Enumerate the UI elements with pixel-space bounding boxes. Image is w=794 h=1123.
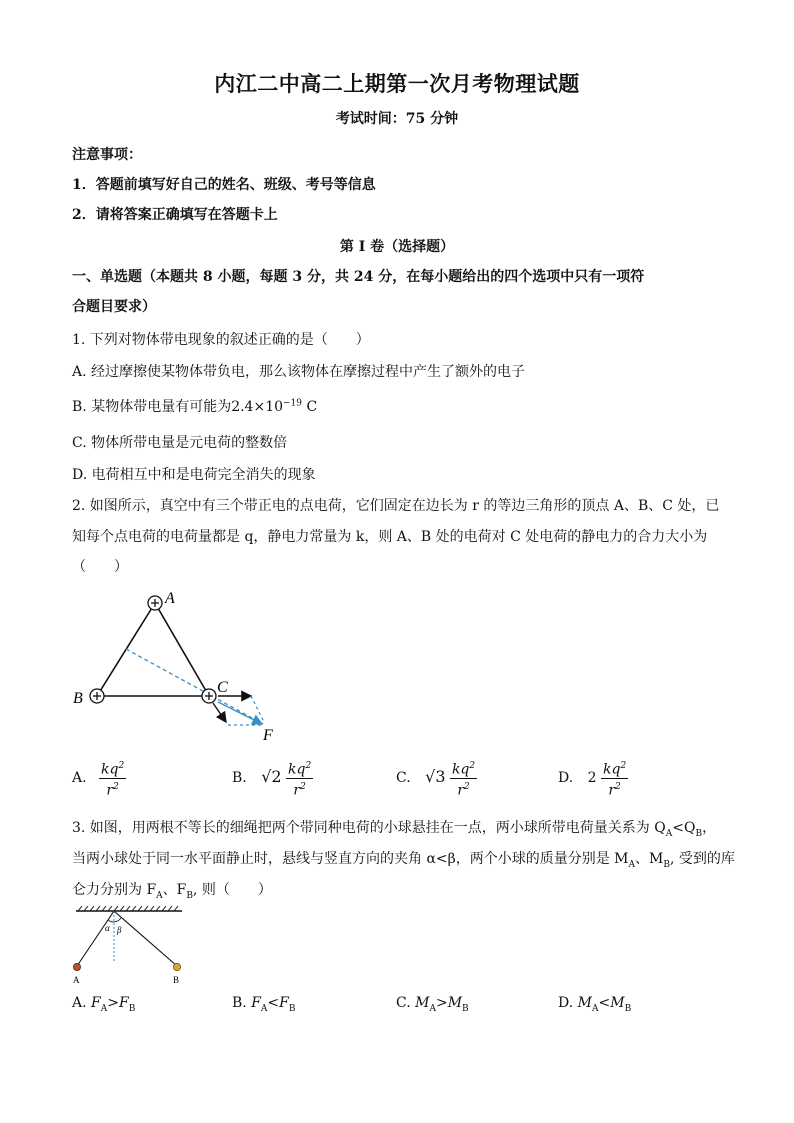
q1-option-a: A. 经过摩擦使某物体带负电，那么该物体在摩擦过程中产生了额外的电子 (72, 364, 526, 380)
q2-option-d-coef: 2 (587, 770, 597, 787)
q2-option-b-fraction: $\frac{kq^2}{r^2}$ (286, 758, 313, 798)
charge-b (90, 689, 104, 703)
label-a: A (165, 590, 175, 607)
page-title: 内江二中高二上期第一次月考物理试题 (214, 71, 580, 96)
q3-stem-line2: 当两小球处于同一水平面静止时，悬线与竖直方向的夹角 α<β，两个小球的质量分别是 $M_A$、$M_B$, 受到的库 (72, 851, 735, 870)
force-from-a-arrow (213, 703, 226, 722)
section-heading-line1: 一、单选题（本题共 8 小题，每题 3 分，共 24 分，在每小题给出的四个选项中只有一项符 (72, 269, 645, 285)
q3-option-b: B. $F_A<F_B$ (232, 995, 296, 1014)
label-beta: β (117, 925, 122, 935)
q2-triangle-figure (68, 585, 298, 745)
q3-pendulum-figure (70, 905, 200, 987)
label-ball-b: B (173, 975, 180, 985)
angle-beta-arc (114, 918, 121, 922)
notice-heading: 注意事项： (72, 147, 142, 163)
q2-option-d-fraction: $\frac{kq^2}{r^2}$ (601, 758, 628, 798)
q3-stem-line1: 3. 如图，用两根不等长的细绳把两个带同种电荷的小球悬挂在一点，两小球所带电荷量关系为 $Q_A<Q_B$， (72, 820, 717, 839)
q2-option-d-label: D. (558, 770, 574, 787)
ball-a (73, 963, 80, 970)
q2-option-b-label: B. (232, 770, 247, 787)
q2-option-a-label: A. (72, 770, 87, 787)
q2-option-b-coef: √2 (261, 767, 282, 787)
label-f: F (263, 727, 273, 744)
q1-option-b (72, 396, 317, 416)
q2-option-b (232, 758, 313, 798)
q2-option-d (558, 758, 628, 798)
ball-b (173, 963, 180, 970)
q2-stem-line2: 知每个点电荷的电荷量都是 q，静电力常量为 k，则 A、B 处的电荷对 C 处电荷的静电力的合力大小为 (72, 529, 708, 545)
charge-c (202, 689, 216, 703)
q2-option-c-fraction: $\frac{kq^2}{r^2}$ (450, 758, 477, 798)
q2-stem-line3: （ ） (72, 559, 128, 575)
q1-option-b-text: B. 某物体带电量有可能为 (72, 399, 232, 415)
q2-option-c-coef: √3 (425, 767, 446, 787)
q3-option-c: C. $M_A>M_B$ (396, 995, 469, 1014)
exam-time: 考试时间：75 分钟 (335, 111, 459, 127)
label-c: C (217, 679, 228, 696)
q2-option-c-label: C. (396, 770, 411, 787)
q1-stem: 1. 下列对物体带电现象的叙述正确的是（ ） (72, 332, 370, 348)
q3-stem-line3: 仑力分别为 $F_A$、$F_B$, 则（ ） (72, 882, 272, 901)
q1-option-b-unit: C (302, 399, 318, 415)
resultant-guide-line (126, 649, 263, 724)
part1-title: 第 I 卷（选择题） (339, 239, 455, 255)
q2-option-c (396, 758, 477, 798)
q1-option-b-value: 2.4×10 (231, 399, 284, 415)
q3-option-d: D. $M_A<M_B$ (558, 995, 632, 1014)
q2-option-a (72, 758, 126, 798)
parallelogram-side-1 (251, 696, 264, 722)
q1-option-c: C. 物体所带电量是元电荷的整数倍 (72, 435, 288, 451)
label-alpha: α (105, 923, 110, 933)
q1-option-d: D. 电荷相互中和是电荷完全消失的现象 (72, 467, 316, 483)
string-b (114, 911, 177, 966)
charge-a (148, 596, 162, 610)
notice-item-2: 2．请将答案正确填写在答题卡上 (72, 207, 278, 223)
q3-option-a: A. $F_A>F_B$ (72, 995, 136, 1014)
q2-option-a-fraction: $\frac{kq^2}{r^2}$ (99, 758, 126, 798)
triangle-edge-ac (155, 603, 209, 696)
q2-stem-line1: 2. 如图所示，真空中有三个带正电的点电荷，它们固定在边长为 r 的等边三角形的顶点 A、B、C 处，已 (72, 498, 720, 514)
label-ball-a: A (73, 975, 80, 985)
notice-item-1: 1．答题前填写好自己的姓名、班级、考号等信息 (72, 177, 376, 193)
angle-alpha-arc (108, 920, 114, 922)
string-a (77, 911, 114, 966)
label-b: B (73, 690, 83, 707)
section-heading-line2: 合题目要求） (72, 299, 156, 315)
q1-option-b-exp: −19 (283, 398, 303, 409)
